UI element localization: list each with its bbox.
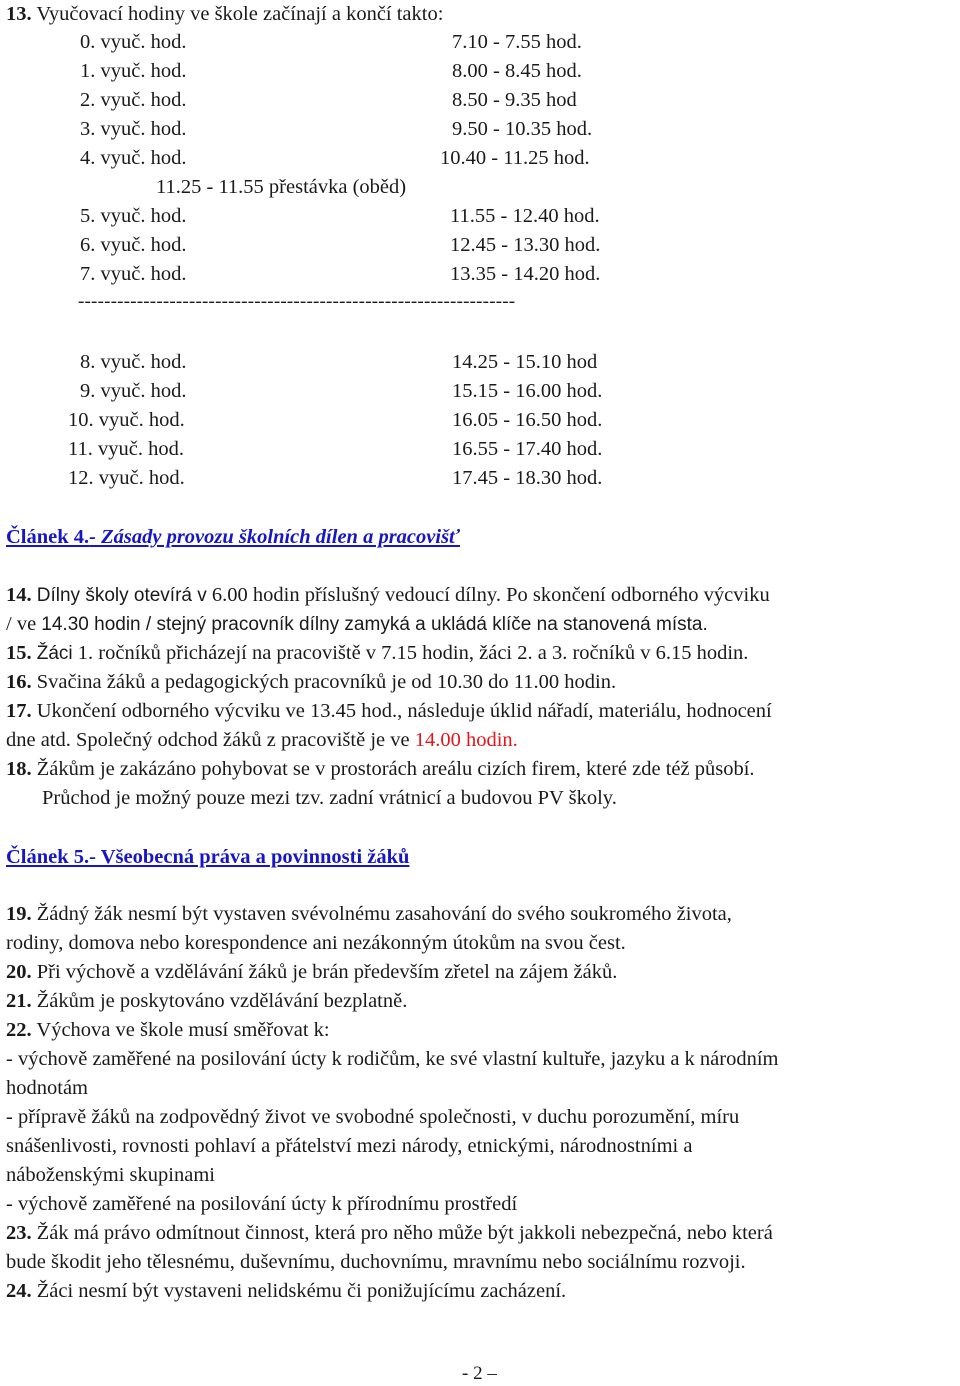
item-number: 23. <box>6 1222 32 1244</box>
schedule-label: 3. vyuč. hod. <box>80 118 187 140</box>
item-text: 1. ročníků přicházejí na pracoviště v 7.15 hodin, žáci 2. a 3. ročníků v 6.15 hodin. <box>77 642 749 664</box>
schedule-time: 14.25 - 15.10 hod <box>452 351 598 373</box>
item-18-line-1 <box>6 757 755 781</box>
item-text: Žákům je poskytováno vzdělávání bezplatně. <box>36 990 408 1012</box>
schedule-time: 16.05 - 16.50 hod. <box>452 409 603 431</box>
item-24 <box>6 1279 566 1303</box>
schedule-time: 13.35 - 14.20 hod. <box>450 263 601 285</box>
item-text: Žákům je zakázáno pohybovat se v prostorách areálu cizích firem, které zde též působí. <box>36 758 755 780</box>
item-text: Dílny školy otevírá v <box>36 585 207 606</box>
item-text: Žák má právo odmítnout činnost, která pro něho může být jakkoli nebezpečná, nebo která <box>36 1222 773 1244</box>
item-text: / ve <box>6 613 37 635</box>
article-5-heading: Článek 5.- Všeobecná práva a povinnosti žáků <box>6 846 410 868</box>
item-14-line-1 <box>6 583 770 608</box>
item-number: 17. <box>6 700 32 722</box>
item-text: Žáci nesmí být vystaveni nelidskému či ponižujícímu zacházení. <box>36 1280 567 1302</box>
item-14-line-2 <box>6 612 708 637</box>
article-4-heading <box>6 525 460 549</box>
item-15 <box>6 641 748 666</box>
schedule-label: 0. vyuč. hod. <box>80 31 187 53</box>
item-text: Žádný žák nesmí být vystaven svévolnému zasahování do svého soukromého života, <box>36 903 732 925</box>
schedule-label: 5. vyuč. hod. <box>80 205 187 227</box>
item-22 <box>6 1018 330 1042</box>
schedule-label: 11. vyuč. hod. <box>68 438 184 460</box>
item-number: 13. <box>6 3 32 25</box>
item-text: 14.30 hodin / stejný pracovník dílny zamyká a ukládá klíče na stanovená místa. <box>41 614 708 635</box>
item-text: dne atd. Společný odchod žáků z pracoviště je ve <box>6 729 410 751</box>
article-title: - Zásady provozu školních dílen a pracovišť <box>89 526 460 548</box>
lunch-break-line: 11.25 - 11.55 přestávka (oběd) <box>156 176 407 198</box>
item-number: 18. <box>6 758 32 780</box>
schedule-time: 8.00 - 8.45 hod. <box>452 60 582 82</box>
schedule-time: 17.45 - 18.30 hod. <box>452 467 603 489</box>
item-number: 21. <box>6 990 32 1012</box>
item-number: 19. <box>6 903 32 925</box>
schedule-label: 12. vyuč. hod. <box>68 467 185 489</box>
separator-line: ------------------------------------------------------------------- <box>78 291 516 312</box>
schedule-label: 1. vyuč. hod. <box>80 60 187 82</box>
item-17-line-2 <box>6 728 518 752</box>
item-19-line-2: rodiny, domova nebo korespondence ani nezákonným útokům na svou čest. <box>6 932 626 954</box>
schedule-time: 12.45 - 13.30 hod. <box>450 234 601 256</box>
item-13-heading <box>6 2 443 26</box>
item-text: Svačina žáků a pedagogických pracovníků je od 10.30 do 11.00 hodin. <box>36 671 617 693</box>
item-22-line: - výchově zaměřené na posilování úcty k přírodnímu prostředí <box>6 1193 518 1215</box>
schedule-time: 10.40 - 11.25 hod. <box>440 147 590 169</box>
item-text: 6.00 hodin příslušný vedoucí dílny. Po skončení odborného výcviku <box>211 584 770 606</box>
schedule-time: 11.55 - 12.40 hod. <box>450 205 600 227</box>
item-number: 24. <box>6 1280 32 1302</box>
highlighted-time: 14.00 hodin. <box>414 729 518 751</box>
item-22-line: náboženskými skupinami <box>6 1164 215 1186</box>
item-19-line-1 <box>6 902 732 926</box>
schedule-label: 2. vyuč. hod. <box>80 89 187 111</box>
schedule-label: 4. vyuč. hod. <box>80 147 187 169</box>
item-16 <box>6 670 616 694</box>
item-23-line-1 <box>6 1221 773 1245</box>
item-text: Vyučovací hodiny ve škole začínají a končí takto: <box>36 3 444 25</box>
schedule-time: 15.15 - 16.00 hod. <box>452 380 603 402</box>
item-text: Při výchově a vzdělávání žáků je brán především zřetel na zájem žáků. <box>36 961 618 983</box>
schedule-time: 8.50 - 9.35 hod <box>452 89 577 111</box>
item-number: 22. <box>6 1019 32 1041</box>
schedule-label: 6. vyuč. hod. <box>80 234 187 256</box>
item-number: 15. <box>6 642 32 664</box>
item-text: Výchova ve škole musí směřovat k: <box>36 1019 330 1041</box>
item-23-line-2: bude škodit jeho tělesnému, duševnímu, duchovnímu, mravnímu nebo sociálnímu rozvoji. <box>6 1251 746 1273</box>
article-prefix: Článek 4. <box>6 526 90 548</box>
item-text: Ukončení odborného výcviku ve 13.45 hod., následuje úklid nářadí, materiálu, hodnocení <box>36 700 772 722</box>
item-17-line-1 <box>6 699 772 723</box>
schedule-time: 7.10 - 7.55 hod. <box>452 31 582 53</box>
item-21 <box>6 989 407 1013</box>
item-text: Žáci <box>36 643 73 664</box>
item-22-line: snášenlivosti, rovnosti pohlaví a přátelství mezi národy, etnickými, národnostními a <box>6 1135 693 1157</box>
schedule-time: 9.50 - 10.35 hod. <box>452 118 593 140</box>
schedule-time: 16.55 - 17.40 hod. <box>452 438 603 460</box>
item-number: 14. <box>6 584 32 606</box>
item-22-line: - výchově zaměřené na posilování úcty k rodičům, ke své vlastní kultuře, jazyku a k národním <box>6 1048 779 1070</box>
schedule-label: 7. vyuč. hod. <box>80 263 187 285</box>
schedule-label: 8. vyuč. hod. <box>80 351 187 373</box>
schedule-label: 9. vyuč. hod. <box>80 380 187 402</box>
item-20 <box>6 960 617 984</box>
item-22-line: - přípravě žáků na zodpovědný život ve svobodné společnosti, v duchu porozumění, míru <box>6 1106 740 1128</box>
schedule-label: 10. vyuč. hod. <box>68 409 185 431</box>
item-number: 20. <box>6 961 32 983</box>
page-number: - 2 – <box>462 1363 497 1384</box>
item-22-line: hodnotám <box>6 1077 88 1099</box>
item-number: 16. <box>6 671 32 693</box>
item-18-line-2: Průchod je možný pouze mezi tzv. zadní vrátnicí a budovou PV školy. <box>42 787 617 809</box>
